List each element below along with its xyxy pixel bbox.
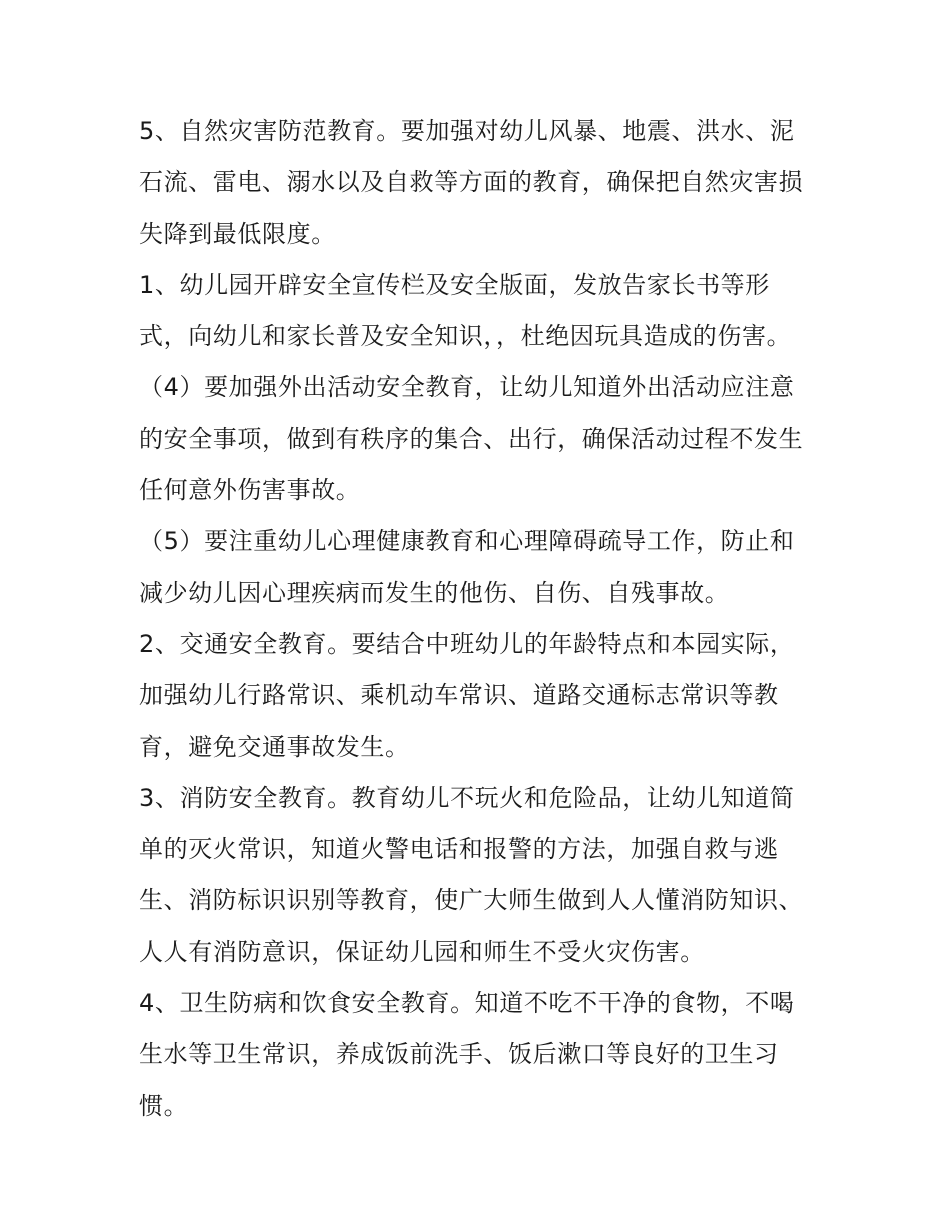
text-line: （4）要加强外出活动安全教育，让幼儿知道外出活动应注意 xyxy=(139,373,795,402)
text-line: 2、交通安全教育。要结合中班幼儿的年龄特点和本园实际， xyxy=(139,629,795,658)
paragraph-mental-health xyxy=(139,516,819,619)
text-line: 减少幼儿因心理疾病而发生的他伤、自伤、自残事故。 xyxy=(139,578,730,607)
text-line: 石流、雷电、溺水以及自救等方面的教育，确保把自然灾害损 xyxy=(139,168,804,197)
paragraph-fire-safety xyxy=(139,773,819,978)
paragraph-natural-disaster xyxy=(139,106,819,260)
text-line: 惯。 xyxy=(139,1091,189,1120)
text-line: （5）要注重幼儿心理健康教育和心理障碍疏导工作，防止和 xyxy=(139,527,795,556)
text-line: 任何意外伤害事故。 xyxy=(139,476,361,505)
text-line: 的安全事项，做到有秩序的集合、出行，确保活动过程不发生 xyxy=(139,424,804,453)
paragraph-hygiene-food-safety xyxy=(139,978,819,1132)
paragraph-outing-safety xyxy=(139,362,819,516)
text-line: 3、消防安全教育。教育幼儿不玩火和危险品，让幼儿知道简 xyxy=(139,783,795,812)
text-line: 1、幼儿园开辟安全宣传栏及安全版面，发放告家长书等形 xyxy=(139,270,770,299)
text-line: 生、消防标识识别等教育，使广大师生做到人人懂消防知识、 xyxy=(139,886,804,915)
text-line: 式，向幼儿和家长普及安全知识，，杜绝因玩具造成的伤害。 xyxy=(139,322,792,351)
text-line: 人人有消防意识，保证幼儿园和师生不受火灾伤害。 xyxy=(139,937,705,966)
paragraph-traffic-safety xyxy=(139,619,819,773)
text-line: 单的灭火常识，知道火警电话和报警的方法，加强自救与逃 xyxy=(139,835,779,864)
text-line: 失降到最低限度。 xyxy=(139,219,336,248)
text-line: 加强幼儿行路常识、乘机动车常识、道路交通标志常识等教 xyxy=(139,681,779,710)
document-body xyxy=(139,106,819,1132)
paragraph-safety-board xyxy=(139,260,819,363)
text-line: 育，避免交通事故发生。 xyxy=(139,732,410,761)
text-line: 生水等卫生常识，养成饭前洗手、饭后漱口等良好的卫生习 xyxy=(139,1040,779,1069)
text-line: 4、卫生防病和饮食安全教育。知道不吃不干净的食物，不喝 xyxy=(139,989,795,1018)
text-line: 5、自然灾害防范教育。要加强对幼儿风暴、地震、洪水、泥 xyxy=(139,117,795,145)
